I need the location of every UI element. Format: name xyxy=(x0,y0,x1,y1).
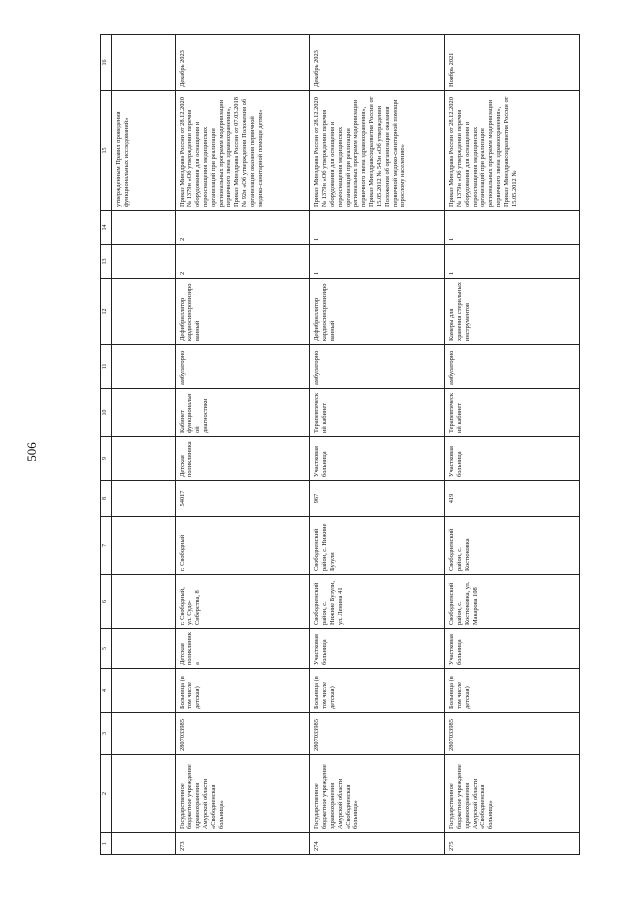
table-cell: Декабрь 2023 xyxy=(310,35,445,91)
header-cell: 3 xyxy=(101,713,112,755)
table-cell: 1 xyxy=(445,211,580,245)
table-cell: Государственное бюджетное учреждение здравоохранения Амурской области «Свободненская больница» xyxy=(445,755,580,833)
table-cell: Камеры для хранения стерильных инструментов xyxy=(445,279,580,345)
header-cell: 2 xyxy=(101,755,112,833)
table-cell: 2807033985 xyxy=(310,713,445,755)
table-cell: Детская поликлиника xyxy=(175,629,310,669)
table-cell: Больница (в том числе детская) xyxy=(310,669,445,713)
table-cell: 2807033985 xyxy=(445,713,580,755)
header-cell: 16 xyxy=(101,35,112,91)
table-cell: Участковая больница xyxy=(445,437,580,481)
table-cell: 274 xyxy=(310,833,445,855)
table-cell: 275 xyxy=(445,833,580,855)
table-row-continuation xyxy=(112,35,176,855)
table-cell: Приказ Минздрава России от 28.12.2020 № 1379н «Об утверждении перечня оборудования для оснащения и переоснащения медицинских организаций при реализации региональных программ модернизации первичного звена здравоохранения», Приказ Минздравсоцразвития России от 15.05.2012 № 543н «Об утверждении Положения об организации оказания первичной медико-санитарной помощи взрослому населению» xyxy=(310,91,445,211)
header-cell: 14 xyxy=(101,211,112,245)
table-cell: Ноябрь 2021 xyxy=(445,35,580,91)
header-cell: 9 xyxy=(101,437,112,481)
table-cell: г. Свободный, ул. Судо-Сиберства, 8 xyxy=(175,575,310,629)
table-cell: Государственное бюджетное учреждение здравоохранения Амурской области «Свободненская больница» xyxy=(175,755,310,833)
header-cell: 1 xyxy=(101,833,112,855)
table-cell: амбулаторно xyxy=(310,345,445,389)
table-cell: Детская поликлиника xyxy=(175,437,310,481)
rotated-page xyxy=(100,35,580,855)
table-cell: Участковая больница xyxy=(310,437,445,481)
header-cell: 15 xyxy=(101,91,112,211)
table-cell: 967 xyxy=(310,481,445,517)
table-cell: утвержденным Правил проведения функциональных исследований» xyxy=(112,91,176,211)
table-cell: 54017 xyxy=(175,481,310,517)
table-cell: Дефибриллятор кардиосинхронизированный xyxy=(310,279,445,345)
table-cell: г. Свободный xyxy=(175,517,310,575)
table-cell: амбулаторно xyxy=(175,345,310,389)
equipment-table xyxy=(100,34,580,855)
header-cell: 13 xyxy=(101,245,112,279)
table-cell: Свободненский район, с. Нижние Бузули xyxy=(310,517,445,575)
table-cell: Кабинет функциональной диагностики xyxy=(175,389,310,437)
table-cell: 419 xyxy=(445,481,580,517)
table-cell: 2807033985 xyxy=(175,713,310,755)
header-cell: 11 xyxy=(101,345,112,389)
table-cell: Декабрь 2023 xyxy=(175,35,310,91)
header-cell: 10 xyxy=(101,389,112,437)
table-header xyxy=(101,35,112,855)
table-row xyxy=(310,35,445,855)
header-cell: 6 xyxy=(101,575,112,629)
header-cell: 12 xyxy=(101,279,112,345)
header-cell: 7 xyxy=(101,517,112,575)
table-cell: Терапевтический кабинет xyxy=(310,389,445,437)
table-cell: Свободненский район, с. Нижние Бузули, ул. Ленина 41 xyxy=(310,575,445,629)
table-cell: 2 xyxy=(175,245,310,279)
table-cell: 273 xyxy=(175,833,310,855)
table-cell: Дефибриллятор кардиосинхронизированный xyxy=(175,279,310,345)
table-row xyxy=(445,35,580,855)
table-row xyxy=(175,35,310,855)
table-cell: Участковая больница xyxy=(310,629,445,669)
table-cell: Больница (в том числе детская) xyxy=(445,669,580,713)
table-cell: Участковая больница xyxy=(445,629,580,669)
header-cell: 8 xyxy=(101,481,112,517)
table-cell: амбулаторно xyxy=(445,345,580,389)
table-cell: 1 xyxy=(310,245,445,279)
table-cell: Больница (в том числе детская) xyxy=(175,669,310,713)
table-cell: Государственное бюджетное учреждение здравоохранения Амурской области «Свободненская больница» xyxy=(310,755,445,833)
table-cell: 2 xyxy=(175,211,310,245)
table-cell: Свободненский район, с. Костюковка xyxy=(445,517,580,575)
table-cell: Приказ Минздрава России от 28.12.2020 № 1379н «Об утверждении перечня оборудования для оснащения и переоснащения медицинских организаций при реализации региональных программ модернизации первичного звена здравоохранения», Приказ Минздравсоцразвития России от 15.05.2012 № xyxy=(445,91,580,211)
table-cell: Терапевтический кабинет xyxy=(445,389,580,437)
table-cell: Свободненский район, с. Костюковка, ул. Макарова 108 xyxy=(445,575,580,629)
table-cell: Приказ Минздрава России от 28.12.2020 № 1379н «Об утверждении перечня оборудования для оснащения и переоснащения медицинских организаций при реализации региональных программ модернизации первичного звена здравоохранения», Приказ Минздрава России от 07.03.2018 № 92н «Об утверждении Положения об организации оказания первичной медико-санитарной помощи детям» xyxy=(175,91,310,211)
table-cell: 1 xyxy=(310,211,445,245)
header-cell: 4 xyxy=(101,669,112,713)
header-cell: 5 xyxy=(101,629,112,669)
page-number: 506 xyxy=(23,442,39,462)
table-cell: 1 xyxy=(445,245,580,279)
